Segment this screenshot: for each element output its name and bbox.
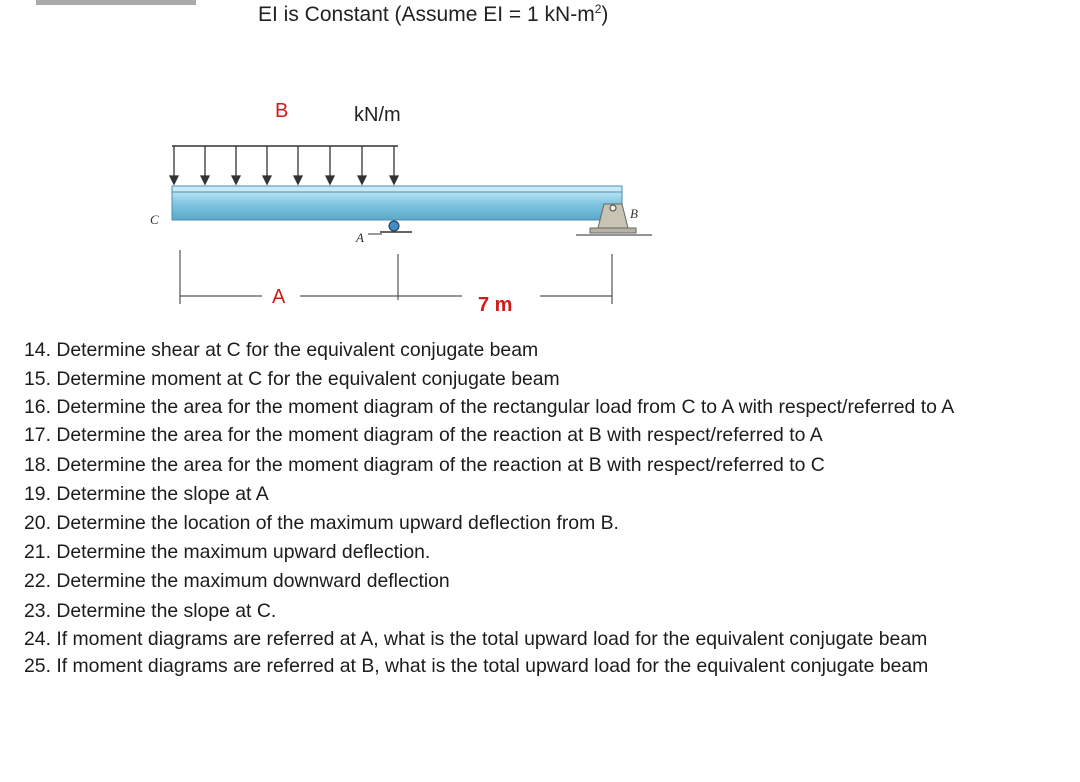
question-17: 17. Determine the area for the moment diagram of the reaction at B with respect/referred to A <box>24 424 823 447</box>
beam-figure <box>0 0 1080 340</box>
question-22: 22. Determine the maximum downward deflection <box>24 570 450 593</box>
question-25: 25. If moment diagrams are referred at B, what is the total upward load for the equivalent conjugate beam <box>24 654 929 677</box>
point-C-label: C <box>150 212 159 227</box>
load-label-B: B <box>275 100 289 122</box>
question-24: 24. If moment diagrams are referred at A, what is the total upward load for the equivalent conjugate beam <box>24 627 928 650</box>
question-15: 15. Determine moment at C for the equivalent conjugate beam <box>24 368 560 391</box>
question-23: 23. Determine the slope at C. <box>24 599 277 622</box>
beam <box>172 186 622 220</box>
roller-support-A <box>368 221 412 234</box>
beam-diagram <box>0 0 1080 340</box>
point-A-label: A <box>356 230 364 245</box>
point-B-label: B <box>630 206 638 221</box>
question-21: 21. Determine the maximum upward deflection. <box>24 541 431 564</box>
question-18: 18. Determine the area for the moment diagram of the reaction at B with respect/referred to C <box>24 453 825 476</box>
distributed-load <box>170 146 398 184</box>
question-16: 16. Determine the area for the moment diagram of the rectangular load from C to A with respect/referred to A <box>24 396 955 419</box>
question-19: 19. Determine the slope at A <box>24 482 269 505</box>
heading-close: ) <box>601 3 609 26</box>
dimension-A-label: A <box>272 286 286 308</box>
heading-superscript: 2 <box>594 2 602 16</box>
question-list <box>24 336 1074 680</box>
load-unit-label: kN/m <box>354 104 401 126</box>
question-20: 20. Determine the location of the maximum upward deflection from B. <box>24 512 619 535</box>
dimension-length-label: 7 m <box>478 294 513 316</box>
question-14: 14. Determine shear at C for the equivalent conjugate beam <box>24 339 539 361</box>
dimension-lines <box>180 250 612 304</box>
heading-text: EI is Constant (Assume EI = 1 kN-m <box>258 3 595 26</box>
